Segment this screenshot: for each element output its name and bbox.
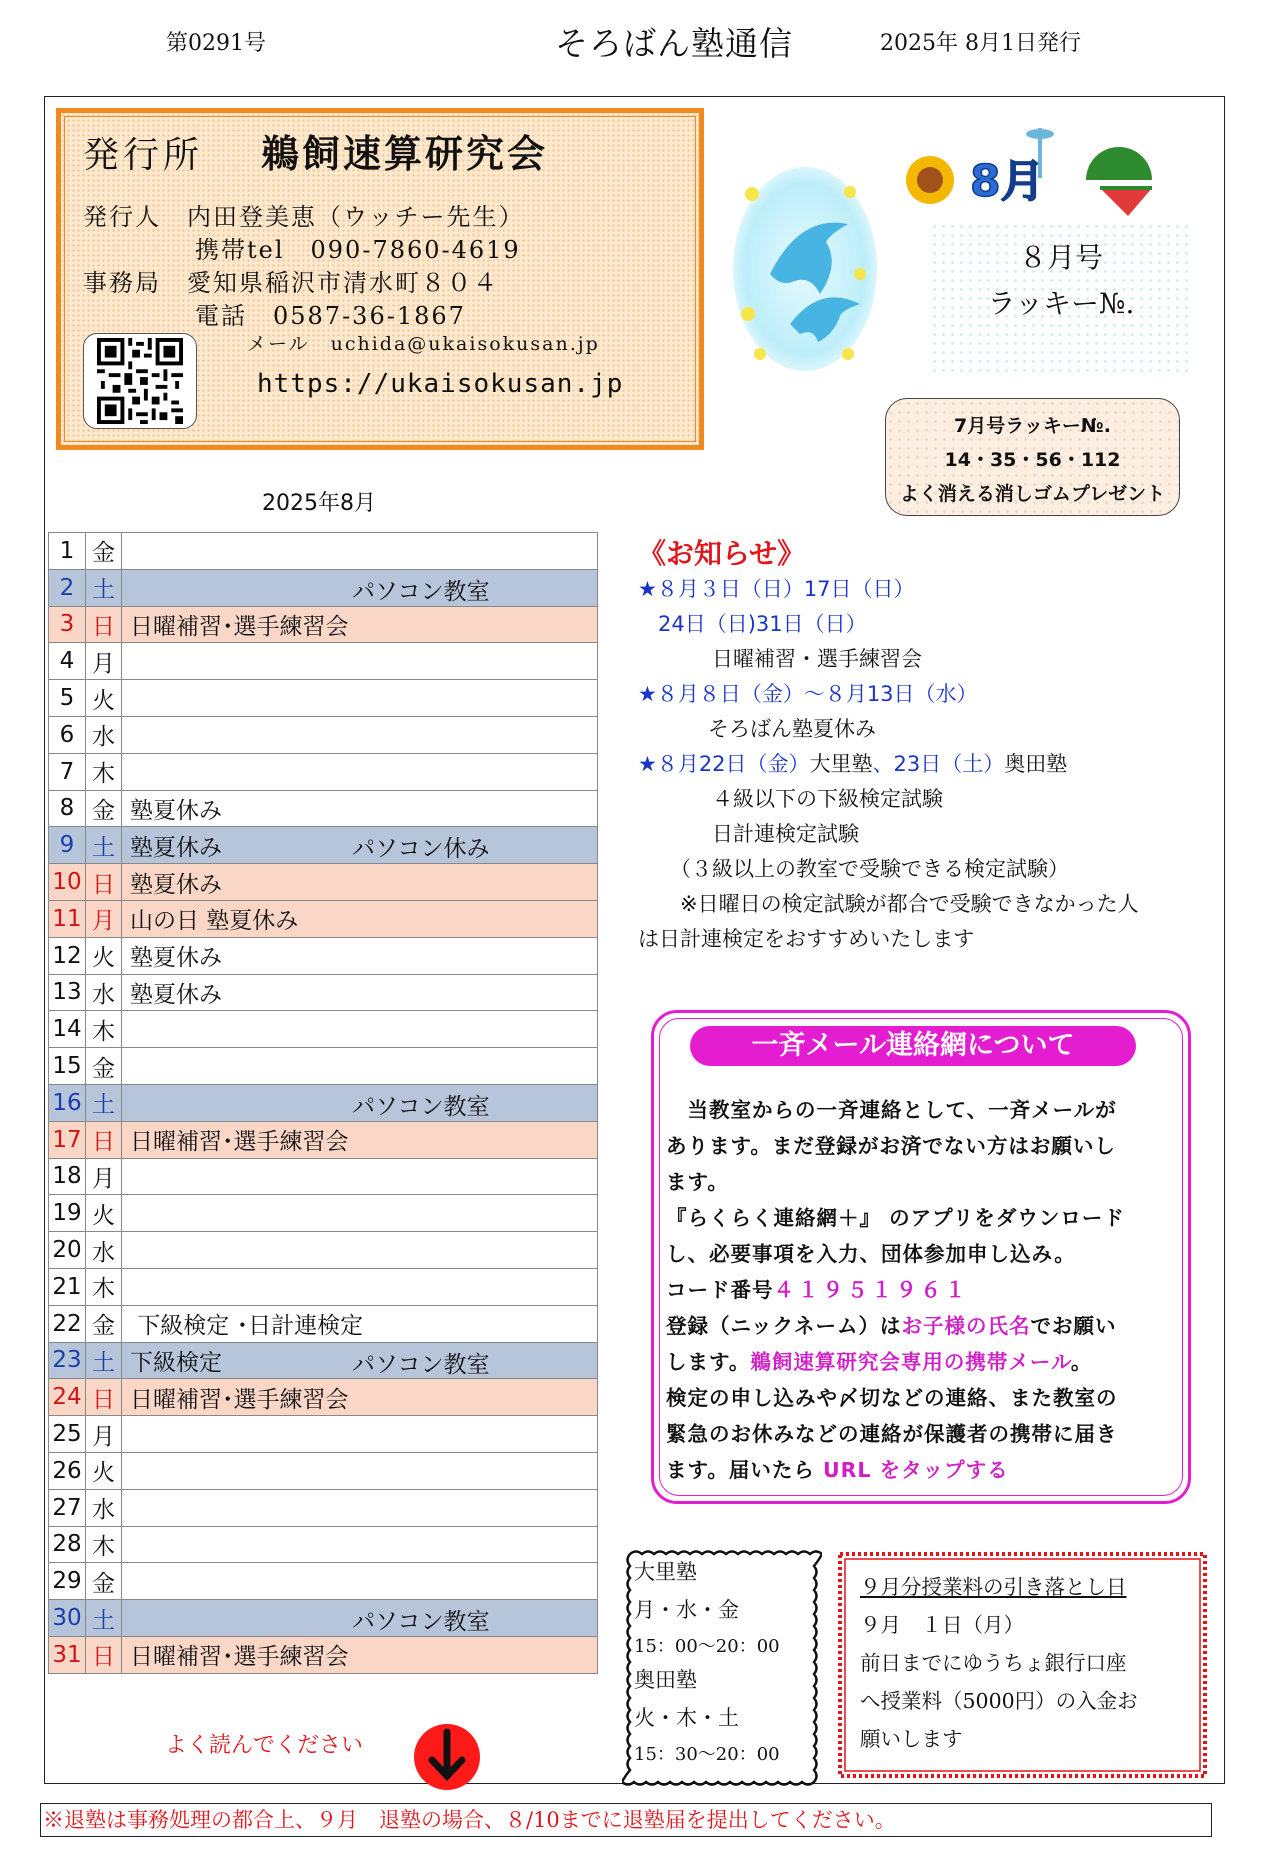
calendar-event (122, 1379, 598, 1416)
calendar-event-text: 塾夏休み (130, 981, 222, 1008)
calendar-row (49, 1379, 598, 1416)
tap-url-link[interactable]: URL をタップする (823, 1458, 1009, 1482)
okuda-school-days: 火・木・土 (634, 1706, 739, 1730)
ori-school-days: 月・水・金 (634, 1598, 739, 1622)
lucky-number-box (930, 222, 1192, 372)
publisher-office: 事務局 愛知県稲沢市清水町８０４ (83, 269, 499, 297)
calendar-day: 19 (49, 1195, 86, 1232)
publisher-org: 鵜飼速算研究会 (261, 131, 549, 176)
issue-number: 第0291号 (166, 31, 266, 56)
calendar-weekday: 水 (86, 974, 122, 1011)
calendar-weekday: 木 (86, 753, 122, 790)
calendar-row (49, 1305, 598, 1342)
calendar-day: 27 (49, 1489, 86, 1526)
calendar-event (122, 1526, 598, 1563)
calendar-day: 5 (49, 680, 86, 717)
email-url-line: ます。届いたら URL をタップする (666, 1458, 1009, 1482)
notice-sunday-dates-2: 24日（日)31日（日） (658, 612, 867, 636)
calendar-row (49, 1489, 598, 1526)
calendar-weekday: 金 (86, 790, 122, 827)
calendar-row (49, 1011, 598, 1048)
notice-summer-dates: ★８月８日（金）～８月13日（水） (638, 682, 978, 706)
calendar-day: 26 (49, 1452, 86, 1489)
calendar-day: 10 (49, 864, 86, 901)
notice-exam-note-2: は日計連検定をおすすめいたします (638, 927, 975, 951)
calendar-event (122, 1195, 598, 1232)
calendar-day: 3 (49, 606, 86, 643)
calendar-event (122, 1489, 598, 1526)
calendar-row (49, 1195, 598, 1232)
calendar-event (122, 606, 598, 643)
calendar-row (49, 569, 598, 606)
publisher-phone: 電話 0587-36-1867 (195, 302, 466, 330)
calendar-weekday: 水 (86, 716, 122, 753)
calendar-weekday: 木 (86, 1268, 122, 1305)
calendar-event (122, 1268, 598, 1305)
calendar-event-text: 日曜補習･選手練習会 (130, 1644, 349, 1671)
calendar-event-text: 塾夏休み (130, 945, 222, 972)
tuition-text-1: 前日までにゆうちょ銀行口座 (860, 1651, 1127, 1675)
newsletter-title: そろばん塾通信 (555, 24, 793, 63)
calendar-row (49, 533, 598, 570)
tuition-box (836, 1550, 1209, 1780)
calendar-event (122, 680, 598, 717)
calendar-day: 13 (49, 974, 86, 1011)
calendar-row (49, 1526, 598, 1563)
calendar-row (49, 1600, 598, 1637)
publisher-issuer: 発行人 内田登美恵（ウッチー先生） (83, 203, 525, 231)
calendar-weekday: 木 (86, 1526, 122, 1563)
july-lucky-box (885, 398, 1180, 516)
july-lucky-prize: よく消える消しゴムプレゼント (899, 483, 1166, 505)
calendar-row (49, 606, 598, 643)
calendar-event (122, 716, 598, 753)
calendar-weekday: 金 (86, 1048, 122, 1085)
calendar-event (122, 569, 598, 606)
email-text-line: 検定の申し込みや〆切などの連絡、また教室の (666, 1386, 1118, 1410)
calendar-day: 15 (49, 1048, 86, 1085)
calendar-day: 9 (49, 827, 86, 864)
july-lucky-numbers: 14・35・56・112 (944, 449, 1121, 471)
calendar-event (122, 864, 598, 901)
watermelon-icon (1086, 147, 1152, 216)
publisher-url[interactable]: https://ukaisokusan.jp (257, 369, 624, 399)
calendar-row (49, 1452, 598, 1489)
calendar-day: 25 (49, 1416, 86, 1453)
calendar-weekday: 火 (86, 1452, 122, 1489)
email-network-title: 一斉メール連絡網について (690, 1026, 1136, 1066)
read-carefully-note: よく読んでください (165, 1733, 364, 1758)
calendar-day: 16 (49, 1084, 86, 1121)
calendar-row (49, 864, 598, 901)
calendar-weekday: 日 (86, 1121, 122, 1158)
calendar-day: 30 (49, 1600, 86, 1637)
calendar-event-text: 下級検定 (130, 1349, 222, 1376)
calendar-event (122, 1232, 598, 1269)
calendar-event (122, 790, 598, 827)
calendar-row (49, 790, 598, 827)
publisher-label: 発行所 (83, 135, 204, 176)
calendar-weekday: 月 (86, 1158, 122, 1195)
calendar-row (49, 827, 598, 864)
calendar-event (122, 1636, 598, 1673)
calendar-weekday: 日 (86, 1379, 122, 1416)
calendar-day: 14 (49, 1011, 86, 1048)
calendar-weekday: 月 (86, 643, 122, 680)
sunflower-icon (906, 156, 954, 204)
calendar-pc-class: パソコン教室 (352, 578, 490, 605)
calendar-event (122, 1305, 598, 1342)
calendar-weekday: 土 (86, 1600, 122, 1637)
calendar-weekday: 木 (86, 1011, 122, 1048)
calendar-event (122, 753, 598, 790)
calendar-weekday: 水 (86, 1232, 122, 1269)
calendar-event-text: 塾夏休み (130, 871, 222, 898)
calendar-row (49, 716, 598, 753)
calendar-row (49, 1416, 598, 1453)
calendar-day: 2 (49, 569, 86, 606)
calendar-weekday: 金 (86, 1563, 122, 1600)
calendar-day: 8 (49, 790, 86, 827)
calendar-event-text: 日曜補習･選手練習会 (130, 1386, 349, 1413)
ori-school-name: 大里塾 (634, 1560, 697, 1584)
calendar-row (49, 1342, 598, 1379)
calendar-weekday: 火 (86, 937, 122, 974)
calendar-event (122, 937, 598, 974)
withdrawal-notice: ※退塾は事務処理の都合上、９月 退塾の場合、８/10までに退塾届を提出してください。 (40, 1803, 1212, 1837)
calendar-day: 22 (49, 1305, 86, 1342)
calendar-day: 20 (49, 1232, 86, 1269)
calendar-weekday: 土 (86, 1342, 122, 1379)
calendar-event (122, 1158, 598, 1195)
class-schedule-box (622, 1546, 822, 1790)
calendar-pc-class: パソコン教室 (352, 1609, 490, 1636)
calendar-weekday: 土 (86, 827, 122, 864)
calendar-weekday: 日 (86, 1636, 122, 1673)
calendar-event-text: 山の日 塾夏休み (130, 908, 299, 935)
calendar-day: 28 (49, 1526, 86, 1563)
calendar-pc-class: パソコン休み (352, 836, 490, 863)
calendar-event (122, 1416, 598, 1453)
email-text-line: 『らくらく連絡網＋』 のアプリをダウンロード (666, 1206, 1125, 1230)
email-code-line: コード番号４１９５１９６１ (666, 1278, 970, 1302)
calendar-event (122, 1452, 598, 1489)
calendar-day: 17 (49, 1121, 86, 1158)
calendar-event (122, 1011, 598, 1048)
publisher-email[interactable]: メール uchida@ukaisokusan.jp (247, 333, 600, 355)
calendar-table (48, 532, 598, 1674)
calendar-event (122, 1048, 598, 1085)
notice-exam-desc-3: （３級以上の教室で受験できる検定試験） (670, 857, 1069, 881)
email-text-line: あります。まだ登録がお済でない方はお願いし (666, 1134, 1116, 1158)
notice-summer-desc: そろばん塾夏休み (708, 717, 876, 741)
calendar-event-text: 日曜補習･選手練習会 (130, 613, 349, 640)
tuition-text-2: へ授業料（5000円）の入金お (860, 1689, 1138, 1713)
okuda-school-hours: 15：30～20：00 (634, 1744, 780, 1765)
calendar-weekday: 月 (86, 1416, 122, 1453)
calendar-event (122, 1342, 598, 1379)
calendar-weekday: 日 (86, 864, 122, 901)
notice-exam-desc-2: 日計連検定試験 (712, 822, 859, 846)
calendar-weekday: 金 (86, 533, 122, 570)
calendar-weekday: 火 (86, 680, 122, 717)
calendar-event-text: 下級検定 ･日計連検定 (130, 1313, 364, 1340)
calendar-event (122, 1600, 598, 1637)
notice-heading: 《お知らせ》 (638, 537, 806, 570)
qr-code[interactable] (83, 333, 197, 429)
calendar-event (122, 1121, 598, 1158)
calendar-row (49, 1563, 598, 1600)
calendar-event (122, 900, 598, 937)
calendar-day: 31 (49, 1636, 86, 1673)
ori-school-hours: 15：00～20：00 (634, 1636, 780, 1657)
okuda-school-name: 奥田塾 (634, 1668, 697, 1692)
calendar-event (122, 827, 598, 864)
calendar-day: 21 (49, 1268, 86, 1305)
calendar-event-text: 日曜補習･選手練習会 (130, 1129, 349, 1156)
calendar-weekday: 金 (86, 1305, 122, 1342)
email-nickname-line: 登録（ニックネーム）はお子様の氏名でお願い (666, 1314, 1117, 1338)
july-lucky-title: 7月号ラッキー№. (954, 415, 1111, 437)
calendar-row (49, 900, 598, 937)
calendar-row (49, 1232, 598, 1269)
tuition-date: ９月 １日（月） (860, 1613, 1024, 1637)
calendar-day: 1 (49, 533, 86, 570)
calendar-event (122, 974, 598, 1011)
calendar-day: 6 (49, 716, 86, 753)
calendar-row (49, 1084, 598, 1121)
issue-date: 2025年 8月1日発行 (880, 31, 1081, 56)
email-network-box (651, 1010, 1191, 1504)
calendar-day: 24 (49, 1379, 86, 1416)
qr-code-icon (96, 338, 184, 424)
calendar-pc-class: パソコン教室 (352, 1351, 490, 1378)
calendar-row (49, 974, 598, 1011)
calendar-heading: 2025年8月 (262, 491, 376, 516)
calendar-day: 7 (49, 753, 86, 790)
calendar-day: 18 (49, 1158, 86, 1195)
calendar-row (49, 753, 598, 790)
notice-sunday-dates: ★８月３日（日）17日（日） (638, 577, 915, 601)
calendar-weekday: 火 (86, 1195, 122, 1232)
calendar-day: 12 (49, 937, 86, 974)
notice-exam-desc: ４級以下の下級検定試験 (712, 787, 943, 811)
calendar-event-text: 塾夏休み (130, 797, 222, 824)
calendar-event (122, 1084, 598, 1121)
calendar-weekday: 月 (86, 900, 122, 937)
calendar-row (49, 1268, 598, 1305)
calendar-day: 29 (49, 1563, 86, 1600)
calendar-row (49, 937, 598, 974)
email-text-line: ます。 (666, 1170, 729, 1194)
calendar-event (122, 533, 598, 570)
calendar-row (49, 1636, 598, 1673)
tuition-text-3: 願いします (860, 1727, 963, 1751)
calendar-pc-class: パソコン教室 (352, 1093, 490, 1120)
calendar-event (122, 643, 598, 680)
email-text-line: 当教室からの一斉連絡として、一斉メールが (666, 1098, 1117, 1122)
notice-exam-dates: ★８月22日（金）大里塾、23日（土）奥田塾 (638, 752, 1068, 776)
calendar-day: 4 (49, 643, 86, 680)
email-text-line: 緊急のお休みなどの連絡が保護者の携帯に届き (666, 1422, 1118, 1446)
notice-exam-note: ※日曜日の検定試験が都合で受験できなかった人 (680, 892, 1139, 916)
calendar-weekday: 土 (86, 1084, 122, 1121)
calendar-day: 11 (49, 900, 86, 937)
dolphin-illustration (730, 164, 880, 374)
calendar-row (49, 1121, 598, 1158)
calendar-row (49, 680, 598, 717)
calendar-row (49, 1048, 598, 1085)
svg-text:8月: 8月 (970, 156, 1045, 207)
calendar-day: 23 (49, 1342, 86, 1379)
calendar-weekday: 水 (86, 1489, 122, 1526)
lucky-label: ラッキー№. (987, 287, 1135, 320)
calendar-weekday: 日 (86, 606, 122, 643)
notice-sunday-desc: 日曜補習・選手練習会 (712, 647, 922, 671)
calendar-row (49, 643, 598, 680)
publisher-box (56, 108, 704, 450)
publisher-mobile: 携帯tel 090-7860-4619 (195, 236, 521, 264)
calendar-weekday: 土 (86, 569, 122, 606)
down-arrow-icon (412, 1722, 482, 1792)
email-mobile-line: します。鵜飼速算研究会専用の携帯メール。 (666, 1350, 1093, 1374)
tuition-title: ９月分授業料の引き落とし日 (860, 1575, 1127, 1599)
august-badge (890, 118, 1170, 218)
calendar-row (49, 1158, 598, 1195)
calendar-event (122, 1563, 598, 1600)
lucky-title: ８月号 (1018, 241, 1103, 274)
calendar-event-text: 塾夏休み (130, 834, 222, 861)
email-text-line: し、必要事項を入力、団体参加申し込み。 (666, 1242, 1076, 1266)
